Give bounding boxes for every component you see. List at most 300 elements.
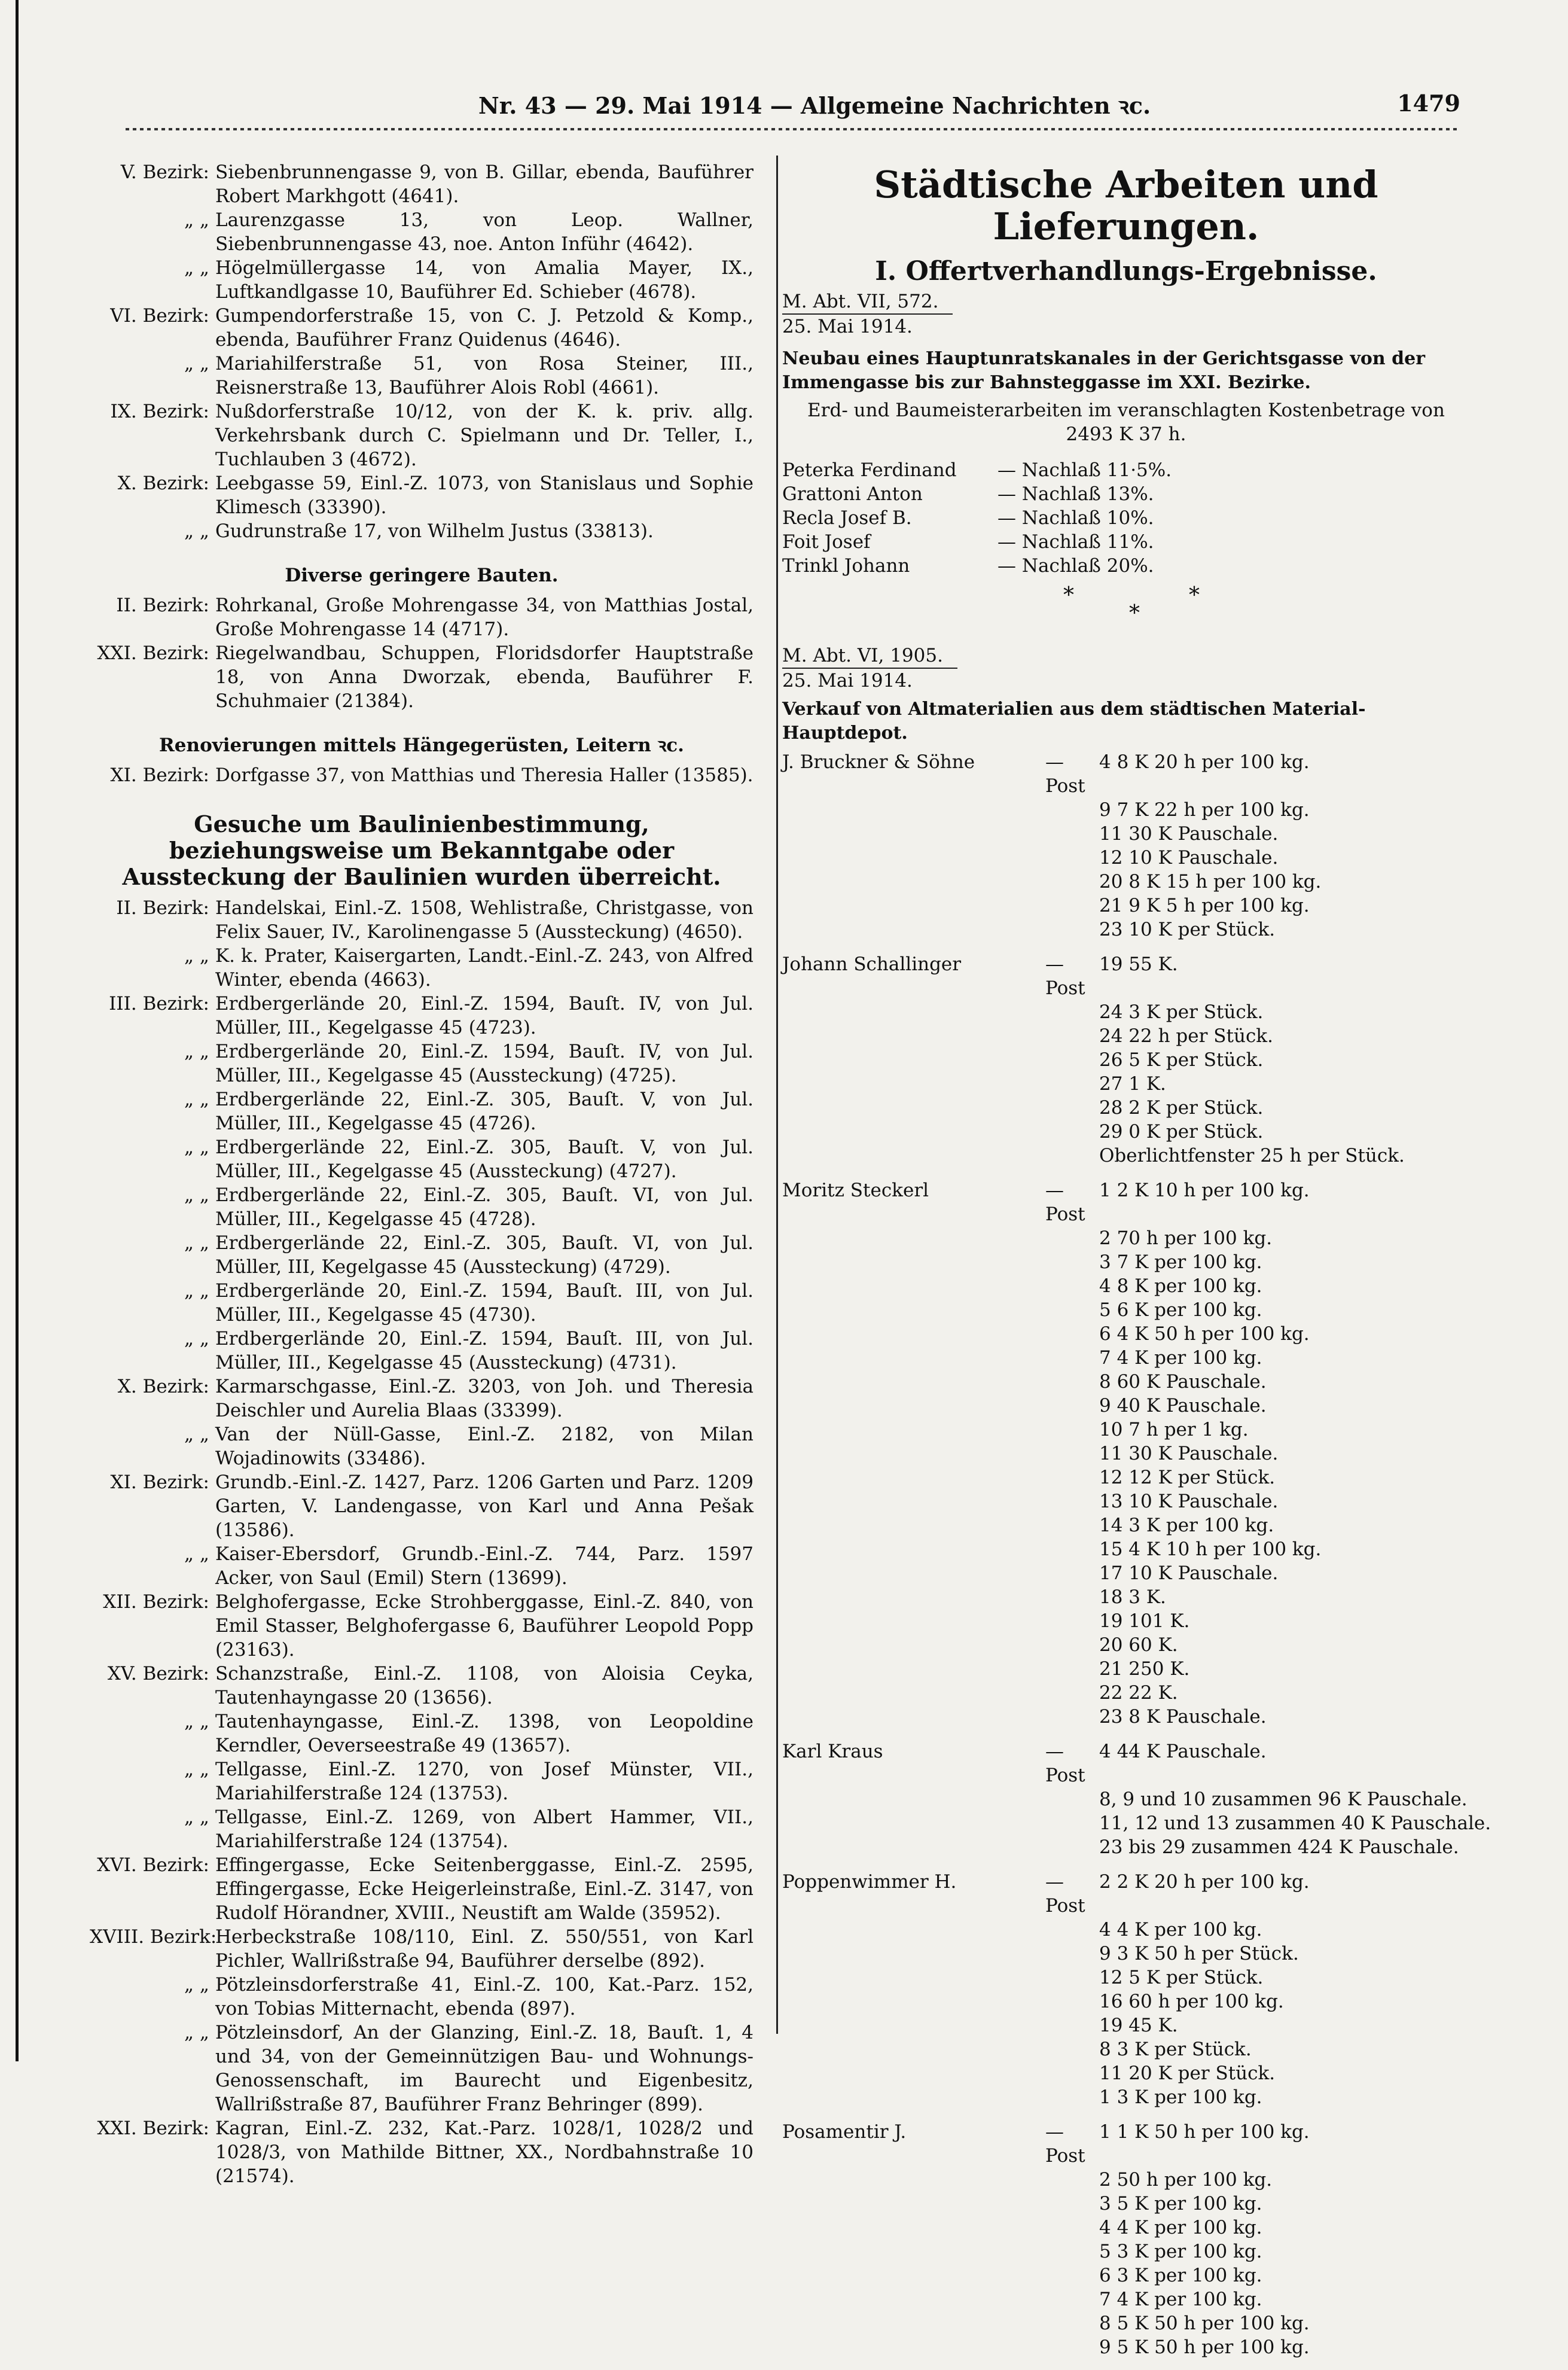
table-row bbox=[782, 1346, 1470, 1370]
bid-row bbox=[782, 506, 1470, 530]
price-value: 23 8 K Pauschale. bbox=[1099, 1706, 1267, 1728]
price-value: 1 3 K per 100 kg. bbox=[1099, 2086, 1262, 2108]
district-label: III. Bezirk: bbox=[109, 993, 209, 1015]
price-value: 19 101 K. bbox=[1099, 1610, 1190, 1632]
table-row bbox=[782, 1322, 1470, 1346]
bidder-name: Grattoni Anton bbox=[782, 483, 923, 505]
price-value: 8 60 K Pauschale. bbox=[1099, 1371, 1267, 1393]
left-column bbox=[90, 160, 754, 2188]
post-label bbox=[1045, 1442, 1099, 1466]
buyer-name bbox=[782, 1537, 1045, 1561]
buyer-name bbox=[782, 1394, 1045, 1418]
table-row bbox=[782, 2013, 1470, 2037]
post-label bbox=[1045, 2085, 1099, 2109]
entry-text: Nußdorferstraße 10/12, von der K. k. priv. allg. Verkehrsbank durch C. Spielmann und Dr. Teller, I., Tuchlauben 3 (4672). bbox=[215, 401, 754, 470]
entry-text: Erdbergerlände 22, Einl.-Z. 305, Bauſt. VI, von Jul. Müller, III, Kegelgasse 45 (Aussteckung) (4729). bbox=[215, 1232, 754, 1278]
district-label: VI. Bezirk: bbox=[110, 305, 209, 327]
entry-text: Karmarschgasse, Einl.-Z. 3203, von Joh. und Theresia Deischler und Aurelia Blaas (33399). bbox=[215, 1376, 754, 1421]
table-row bbox=[782, 1609, 1470, 1633]
buyer-name bbox=[782, 2061, 1045, 2085]
post-label bbox=[1045, 1811, 1099, 1835]
buyer-name bbox=[782, 1942, 1045, 1966]
price-value: 3 5 K per 100 kg. bbox=[1099, 2193, 1262, 2214]
post-label bbox=[1045, 1918, 1099, 1942]
bidder-name: Recla Josef B. bbox=[782, 507, 912, 529]
table-row bbox=[782, 2311, 1470, 2335]
buyer-name bbox=[782, 1466, 1045, 1489]
job2-ref-number: M. Abt. VI, 1905. bbox=[782, 644, 957, 669]
post-label bbox=[1045, 1609, 1099, 1633]
post-label bbox=[1045, 1000, 1099, 1024]
buyer-name bbox=[782, 1561, 1045, 1585]
entry-text: K. k. Prater, Kaisergarten, Landt.-Einl.-Z. 243, von Alfred Winter, ebenda (4663). bbox=[215, 945, 754, 991]
post-label bbox=[1045, 1072, 1099, 1096]
price-value: Oberlichtfenster 25 h per Stück. bbox=[1099, 1145, 1405, 1166]
buyer-name bbox=[782, 2168, 1045, 2192]
buyer-name bbox=[782, 1000, 1045, 1024]
table-row bbox=[782, 750, 1470, 798]
price-value: 11 30 K Pauschale. bbox=[1099, 1443, 1279, 1464]
job1-date: 25. Mai 1914. bbox=[782, 316, 913, 337]
entry-text: Pötzleinsdorferstraße 41, Einl.-Z. 100, Kat.-Parz. 152, von Tobias Mitternacht, ebenda (897). bbox=[215, 1974, 754, 2019]
post-label bbox=[1045, 1561, 1099, 1585]
entry-text: Kaiser-Ebersdorf, Grundb.-Einl.-Z. 744, Parz. 1597 Acker, von Saul (Emil) Stern (13699). bbox=[215, 1543, 754, 1589]
buyer-name bbox=[782, 2240, 1045, 2264]
price-value: 24 22 h per Stück. bbox=[1099, 1025, 1273, 1047]
price-value: 8, 9 und 10 zusammen 96 K Pauschale. bbox=[1099, 1789, 1468, 1810]
buyer-name bbox=[782, 1489, 1045, 1513]
entry-text: Riegelwandbau, Schuppen, Floridsdorfer Hauptstraße 18, von Anna Dworzak, ebenda, Bauführer F. Schuhmaier (21384). bbox=[215, 642, 754, 712]
list-item bbox=[90, 1327, 754, 1375]
price-value: 1 1 K 50 h per 100 kg. bbox=[1099, 2121, 1310, 2143]
buyer-name bbox=[782, 1918, 1045, 1942]
table-row bbox=[782, 1633, 1470, 1657]
bid-result: — Nachlaß 11·5%. bbox=[997, 459, 1172, 481]
table-row bbox=[782, 1918, 1470, 1942]
buyer-name bbox=[782, 1250, 1045, 1274]
list-item bbox=[90, 1135, 754, 1183]
price-value: 7 4 K per 100 kg. bbox=[1099, 2289, 1262, 2310]
district-label: „ „ bbox=[184, 1807, 209, 1828]
buyer-name bbox=[782, 918, 1045, 942]
list-item bbox=[90, 1662, 754, 1710]
job1-title: Neubau eines Hauptunratskanales in der Gerichtsgasse von der Immengasse bis zur Bahnsteggasse im XXI. Bezirke. bbox=[782, 348, 1426, 393]
entries-diverse bbox=[90, 593, 754, 713]
price-value: 18 3 K. bbox=[1099, 1586, 1166, 1608]
heading-diverse: Diverse geringere Bauten. bbox=[285, 565, 559, 586]
post-label bbox=[1045, 1835, 1099, 1859]
post-label bbox=[1045, 1633, 1099, 1657]
post-label bbox=[1045, 1096, 1099, 1120]
table-row bbox=[782, 1585, 1470, 1609]
price-value: 23 10 K per Stück. bbox=[1099, 919, 1276, 940]
district-label: „ „ bbox=[184, 1328, 209, 1350]
entry-text: Erdbergerlände 20, Einl.-Z. 1594, Bauſt. III, von Jul. Müller, III., Kegelgasse 45 (Aussteckung) (4731). bbox=[215, 1328, 754, 1373]
entry-text: Erdbergerlände 20, Einl.-Z. 1594, Bauſt. IV, von Jul. Müller, III., Kegelgasse 45 (4723). bbox=[215, 993, 754, 1038]
post-label bbox=[1045, 1250, 1099, 1274]
price-value: 8 5 K 50 h per 100 kg. bbox=[1099, 2313, 1310, 2334]
district-label: XII. Bezirk: bbox=[103, 1591, 209, 1613]
bid-result: — Nachlaß 13%. bbox=[997, 483, 1154, 505]
list-item bbox=[90, 1805, 754, 1853]
table-row bbox=[782, 1394, 1470, 1418]
district-label: „ „ bbox=[184, 1232, 209, 1254]
heading-gesuche: Gesuche um Baulinienbestimmung, beziehungsweise um Bekanntgabe oder Aussteckung der Baulinien wurden überreicht. bbox=[122, 811, 721, 890]
price-value: 14 3 K per 100 kg. bbox=[1099, 1515, 1274, 1536]
district-label: „ „ bbox=[184, 1543, 209, 1565]
price-value: 12 10 K Pauschale. bbox=[1099, 847, 1279, 869]
list-item bbox=[90, 1590, 754, 1662]
job2-reference bbox=[782, 644, 1470, 693]
list-item bbox=[90, 992, 754, 1040]
price-value: 15 4 K 10 h per 100 kg. bbox=[1099, 1539, 1322, 1560]
bid-row bbox=[782, 458, 1470, 482]
table-row bbox=[782, 1990, 1470, 2013]
district-label: „ „ bbox=[184, 945, 209, 967]
list-item bbox=[90, 1422, 754, 1470]
post-label bbox=[1045, 1513, 1099, 1537]
table-row bbox=[782, 2287, 1470, 2311]
price-value: 11 20 K per Stück. bbox=[1099, 2063, 1276, 2084]
district-label: „ „ bbox=[184, 520, 209, 542]
buyer-name bbox=[782, 1513, 1045, 1537]
post-label bbox=[1045, 1120, 1099, 1144]
buyer-name bbox=[782, 1705, 1045, 1729]
price-value: 4 4 K per 100 kg. bbox=[1099, 1919, 1262, 1941]
price-value: 23 bis 29 zusammen 424 K Pauschale. bbox=[1099, 1836, 1459, 1858]
list-item bbox=[90, 1279, 754, 1327]
price-value: 11, 12 und 13 zusammen 40 K Pauschale. bbox=[1099, 1812, 1491, 1834]
district-label: V. Bezirk: bbox=[120, 162, 209, 183]
table-row bbox=[782, 1787, 1470, 1811]
list-item bbox=[90, 1231, 754, 1279]
post-label bbox=[1045, 2192, 1099, 2216]
buyer-name: Johann Schallinger bbox=[782, 954, 962, 975]
table-row bbox=[782, 2216, 1470, 2240]
buyer-name bbox=[782, 1024, 1045, 1048]
job1-description bbox=[782, 398, 1470, 446]
column-divider bbox=[776, 156, 778, 2034]
table-row bbox=[782, 2264, 1470, 2287]
post-label bbox=[1045, 2013, 1099, 2037]
post-label bbox=[1045, 1489, 1099, 1513]
table-row bbox=[782, 1274, 1470, 1298]
page-number: 1479 bbox=[1397, 90, 1460, 117]
list-item bbox=[90, 1542, 754, 1590]
price-value: 20 8 K 15 h per 100 kg. bbox=[1099, 871, 1322, 892]
heading-renovations: Renovierungen mittels Hängegerüsten, Leitern ꝛc. bbox=[159, 735, 684, 756]
entry-text: Grundb.-Einl.-Z. 1427, Parz. 1206 Garten und Parz. 1209 Garten, V. Landengasse, von Karl und Anna Pešak (13586). bbox=[215, 1472, 754, 1541]
table-row bbox=[782, 1144, 1470, 1168]
buyer-name bbox=[782, 2013, 1045, 2037]
buyer-name bbox=[782, 1835, 1045, 1859]
district-label: „ „ bbox=[184, 1280, 209, 1302]
post-label bbox=[1045, 2168, 1099, 2192]
job1-desc-line2: 2493 K 37 h. bbox=[1066, 424, 1186, 445]
post-label bbox=[1045, 1298, 1099, 1322]
list-item bbox=[90, 352, 754, 400]
entry-text: Pötzleinsdorf, An der Glanzing, Einl.-Z. 18, Bauſt. 1, 4 und 34, von der Gemeinnützigen Bau- und Wohnungs-Genossenschaft, im Baurecht und Eigenbesitz, Wallrißstraße 87, Bauführer Franz Behringer (899). bbox=[215, 2022, 754, 2115]
price-value: 1 2 K 10 h per 100 kg. bbox=[1099, 1180, 1310, 1201]
table-row bbox=[782, 1466, 1470, 1489]
price-value: 6 3 K per 100 kg. bbox=[1099, 2265, 1262, 2286]
table-row bbox=[782, 1705, 1470, 1729]
buyer-block bbox=[782, 1740, 1491, 1859]
entry-text: Mariahilferstraße 51, von Rosa Steiner, III., Reisnerstraße 13, Bauführer Alois Robl (4661). bbox=[215, 353, 754, 398]
list-item bbox=[90, 896, 754, 944]
separator-stars bbox=[782, 578, 1470, 644]
district-label: „ „ bbox=[184, 2022, 209, 2043]
entries-renovations bbox=[90, 763, 754, 787]
district-label: XV. Bezirk: bbox=[107, 1663, 209, 1684]
list-item bbox=[90, 256, 754, 304]
entry-text: Van der Nüll-Gasse, Einl.-Z. 2182, von Milan Wojadinowits (33486). bbox=[215, 1424, 754, 1469]
table-row bbox=[782, 2168, 1470, 2192]
table-row bbox=[782, 1072, 1470, 1096]
entry-text: Högelmüllergasse 14, von Amalia Mayer, IX., Luftkandlgasse 10, Bauführer Ed. Schieber (4678). bbox=[215, 257, 754, 303]
post-label bbox=[1045, 1394, 1099, 1418]
price-value: 19 55 K. bbox=[1099, 954, 1178, 975]
entry-text: Rohrkanal, Große Mohrengasse 34, von Matthias Jostal, Große Mohrengasse 14 (4717). bbox=[215, 595, 754, 640]
post-label bbox=[1045, 1787, 1099, 1811]
buyer-name bbox=[782, 1144, 1045, 1168]
post-label bbox=[1045, 1966, 1099, 1990]
list-item bbox=[90, 2116, 754, 2188]
table-row bbox=[782, 1740, 1470, 1787]
post-label bbox=[1045, 2287, 1099, 2311]
price-value: 27 1 K. bbox=[1099, 1073, 1166, 1095]
post-label bbox=[1045, 1370, 1099, 1394]
post-label: — Post bbox=[1045, 1180, 1085, 1225]
job2-buyers bbox=[782, 750, 1491, 2359]
district-label: „ „ bbox=[184, 1089, 209, 1110]
post-label bbox=[1045, 2264, 1099, 2287]
buyer-name: Karl Kraus bbox=[782, 1741, 883, 1762]
buyer-name bbox=[782, 2192, 1045, 2216]
district-label: „ „ bbox=[184, 353, 209, 374]
entry-text: Herbeckstraße 108/110, Einl. Z. 550/551, von Karl Pichler, Wallrißstraße 94, Bauführer derselbe (892). bbox=[215, 1926, 754, 1972]
buyer-name bbox=[782, 1966, 1045, 1990]
price-value: 4 8 K per 100 kg. bbox=[1099, 1275, 1262, 1297]
table-row bbox=[782, 1000, 1470, 1024]
district-label: II. Bezirk: bbox=[116, 897, 209, 919]
post-label bbox=[1045, 1346, 1099, 1370]
buyer-name bbox=[782, 2085, 1045, 2109]
table-row bbox=[782, 918, 1470, 942]
buyer-name bbox=[782, 894, 1045, 918]
table-row bbox=[782, 870, 1470, 894]
bid-result: — Nachlaß 20%. bbox=[997, 555, 1154, 577]
post-label bbox=[1045, 1226, 1099, 1250]
post-label: — Post bbox=[1045, 1741, 1085, 1786]
price-value: 7 4 K per 100 kg. bbox=[1099, 1347, 1262, 1369]
right-column bbox=[782, 160, 1491, 2370]
post-label: — Post bbox=[1045, 751, 1085, 797]
table-row bbox=[782, 1657, 1470, 1681]
district-label: XI. Bezirk: bbox=[110, 1472, 209, 1493]
table-row bbox=[782, 846, 1470, 870]
job1-bids bbox=[782, 458, 1470, 578]
district-label: IX. Bezirk: bbox=[110, 401, 209, 422]
district-label: II. Bezirk: bbox=[116, 595, 209, 616]
table-row bbox=[782, 2192, 1470, 2216]
buyer-name bbox=[782, 2037, 1045, 2061]
post-label bbox=[1045, 1144, 1099, 1168]
post-label: — Post bbox=[1045, 2121, 1085, 2167]
job1-reference bbox=[782, 290, 1470, 339]
buyer-name bbox=[782, 798, 1045, 822]
post-label bbox=[1045, 1024, 1099, 1048]
table-row bbox=[782, 1561, 1470, 1585]
price-value: 10 7 h per 1 kg. bbox=[1099, 1419, 1249, 1440]
post-label bbox=[1045, 2240, 1099, 2264]
table-row bbox=[782, 1024, 1470, 1048]
entry-text: Handelskai, Einl.-Z. 1508, Wehlistraße, Christgasse, von Felix Sauer, IV., Karolinengasse 5 (Aussteckung) (4650). bbox=[215, 897, 754, 943]
post-label bbox=[1045, 1657, 1099, 1681]
buyer-name bbox=[782, 1681, 1045, 1705]
list-item bbox=[90, 400, 754, 471]
price-value: 21 250 K. bbox=[1099, 1658, 1190, 1680]
list-item bbox=[90, 2021, 754, 2116]
buyer-name bbox=[782, 1120, 1045, 1144]
table-row bbox=[782, 2085, 1470, 2109]
price-value: 12 5 K per Stück. bbox=[1099, 1967, 1264, 1988]
entries-building-permits bbox=[90, 160, 754, 543]
district-label: „ „ bbox=[184, 1759, 209, 1780]
buyer-name: J. Bruckner & Söhne bbox=[782, 751, 975, 773]
bid-result: — Nachlaß 10%. bbox=[997, 507, 1154, 529]
district-label: X. Bezirk: bbox=[117, 473, 209, 494]
post-label: — Post bbox=[1045, 1871, 1085, 1917]
table-row bbox=[782, 1096, 1470, 1120]
table-row bbox=[782, 1250, 1470, 1274]
section-title: I. Offertverhandlungs-Ergebnisse. bbox=[875, 256, 1377, 287]
price-value: 2 50 h per 100 kg. bbox=[1099, 2169, 1273, 2191]
post-label bbox=[1045, 1466, 1099, 1489]
entry-text: Siebenbrunnengasse 9, von B. Gillar, ebenda, Bauführer Robert Markhgott (4641). bbox=[215, 162, 754, 207]
price-value: 24 3 K per Stück. bbox=[1099, 1001, 1264, 1023]
table-row bbox=[782, 1370, 1470, 1394]
post-label bbox=[1045, 1681, 1099, 1705]
list-item bbox=[90, 1853, 754, 1925]
list-item bbox=[90, 763, 754, 787]
price-value: 9 7 K 22 h per 100 kg. bbox=[1099, 799, 1310, 821]
price-value: 5 3 K per 100 kg. bbox=[1099, 2241, 1262, 2262]
list-item bbox=[90, 1375, 754, 1422]
buyer-name: Posamentir J. bbox=[782, 2121, 907, 2143]
buyer-name bbox=[782, 1298, 1045, 1322]
entry-text: Dorfgasse 37, von Matthias und Theresia Haller (13585). bbox=[215, 764, 754, 786]
district-label: „ „ bbox=[184, 1974, 209, 1996]
district-label: XXI. Bezirk: bbox=[97, 2118, 209, 2139]
entry-text: Effingergasse, Ecke Seitenberggasse, Einl.-Z. 2595, Effingergasse, Ecke Heigerleinstraße, Einl.-Z. 3147, von Rudolf Hörandner, XVIII., Neustift am Walde (35952). bbox=[215, 1854, 754, 1924]
buyer-block bbox=[782, 1870, 1470, 2109]
list-item bbox=[90, 1183, 754, 1231]
post-label bbox=[1045, 1942, 1099, 1966]
table-row bbox=[782, 1226, 1470, 1250]
price-value: 6 4 K 50 h per 100 kg. bbox=[1099, 1323, 1310, 1345]
star: * bbox=[1063, 583, 1074, 608]
list-item bbox=[90, 1710, 754, 1757]
list-item bbox=[90, 1925, 754, 1973]
table-row bbox=[782, 1418, 1470, 1442]
table-row bbox=[782, 1870, 1470, 1918]
entry-text: Leebgasse 59, Einl.-Z. 1073, von Stanislaus und Sophie Klimesch (33390). bbox=[215, 473, 754, 518]
star: * bbox=[1129, 601, 1140, 626]
post-label bbox=[1045, 1048, 1099, 1072]
bid-row bbox=[782, 554, 1470, 578]
list-item bbox=[90, 208, 754, 256]
entry-text: Tellgasse, Einl.-Z. 1269, von Albert Hammer, VII., Mariahilferstraße 124 (13754). bbox=[215, 1807, 754, 1852]
post-label bbox=[1045, 1322, 1099, 1346]
price-value: 12 12 K per Stück. bbox=[1099, 1467, 1276, 1488]
district-label: „ „ bbox=[184, 1041, 209, 1062]
entry-text: Laurenzgasse 13, von Leop. Wallner, Siebenbrunnengasse 43, noe. Anton Inführ (4642). bbox=[215, 209, 754, 255]
table-row bbox=[782, 1178, 1470, 1226]
entry-text: Tautenhayngasse, Einl.-Z. 1398, von Leopoldine Kerndler, Oeverseestraße 49 (13657). bbox=[215, 1711, 754, 1756]
buyer-name bbox=[782, 1657, 1045, 1681]
buyer-name bbox=[782, 2335, 1045, 2359]
buyer-name bbox=[782, 2311, 1045, 2335]
list-item bbox=[90, 593, 754, 641]
price-value: 9 3 K 50 h per Stück. bbox=[1099, 1943, 1299, 1964]
post-label bbox=[1045, 1537, 1099, 1561]
post-label bbox=[1045, 2216, 1099, 2240]
table-row bbox=[782, 1489, 1470, 1513]
price-value: 19 45 K. bbox=[1099, 2015, 1178, 2036]
buyer-name: Moritz Steckerl bbox=[782, 1180, 929, 1201]
list-item bbox=[90, 304, 754, 352]
price-value: 29 0 K per Stück. bbox=[1099, 1121, 1264, 1143]
table-row bbox=[782, 1120, 1470, 1144]
post-label bbox=[1045, 1990, 1099, 2013]
entry-text: Belghofergasse, Ecke Strohberggasse, Einl.-Z. 840, von Emil Stasser, Belghofergasse 6, Bauführer Leopold Popp (23163). bbox=[215, 1591, 754, 1661]
entries-gesuche bbox=[90, 896, 754, 2188]
buyer-name bbox=[782, 1226, 1045, 1250]
page-header bbox=[0, 90, 1568, 126]
table-row bbox=[782, 798, 1470, 822]
price-value: 2 70 h per 100 kg. bbox=[1099, 1227, 1273, 1249]
buyer-name bbox=[782, 1442, 1045, 1466]
price-value: 4 44 K Pauschale. bbox=[1099, 1741, 1267, 1762]
entry-text: Erdbergerlände 22, Einl.-Z. 305, Bauſt. V, von Jul. Müller, III., Kegelgasse 45 (4726). bbox=[215, 1089, 754, 1134]
district-label: „ „ bbox=[184, 1137, 209, 1158]
post-label bbox=[1045, 2061, 1099, 2085]
table-row bbox=[782, 2240, 1470, 2264]
buyer-name bbox=[782, 870, 1045, 894]
job2-date: 25. Mai 1914. bbox=[782, 670, 913, 691]
table-row bbox=[782, 1298, 1470, 1322]
entry-text: Kagran, Einl.-Z. 232, Kat.-Parz. 1028/1, 1028/2 und 1028/3, von Mathilde Bittner, XX., Nordbahnstraße 10 (21574). bbox=[215, 2118, 754, 2187]
price-value: 2 2 K 20 h per 100 kg. bbox=[1099, 1871, 1310, 1893]
buyer-block bbox=[782, 952, 1470, 1168]
header-rule bbox=[126, 128, 1459, 130]
entry-text: Gumpendorferstraße 15, von C. J. Petzold & Komp., ebenda, Bauführer Franz Quidenus (4646). bbox=[215, 305, 754, 351]
entry-text: Erdbergerlände 20, Einl.-Z. 1594, Bauſt. IV, von Jul. Müller, III., Kegelgasse 45 (Aussteckung) (4725). bbox=[215, 1041, 754, 1086]
price-value: 9 40 K Pauschale. bbox=[1099, 1395, 1267, 1416]
bid-row bbox=[782, 530, 1470, 554]
post-label: — Post bbox=[1045, 954, 1085, 999]
district-label: XVIII. Bezirk: bbox=[90, 1926, 217, 1948]
post-label bbox=[1045, 2311, 1099, 2335]
price-value: 3 7 K per 100 kg. bbox=[1099, 1251, 1262, 1273]
buyer-name bbox=[782, 1787, 1045, 1811]
price-value: 11 30 K Pauschale. bbox=[1099, 823, 1279, 845]
table-row bbox=[782, 1537, 1470, 1561]
table-row bbox=[782, 2120, 1470, 2168]
table-row bbox=[782, 894, 1470, 918]
district-label: „ „ bbox=[184, 1184, 209, 1206]
